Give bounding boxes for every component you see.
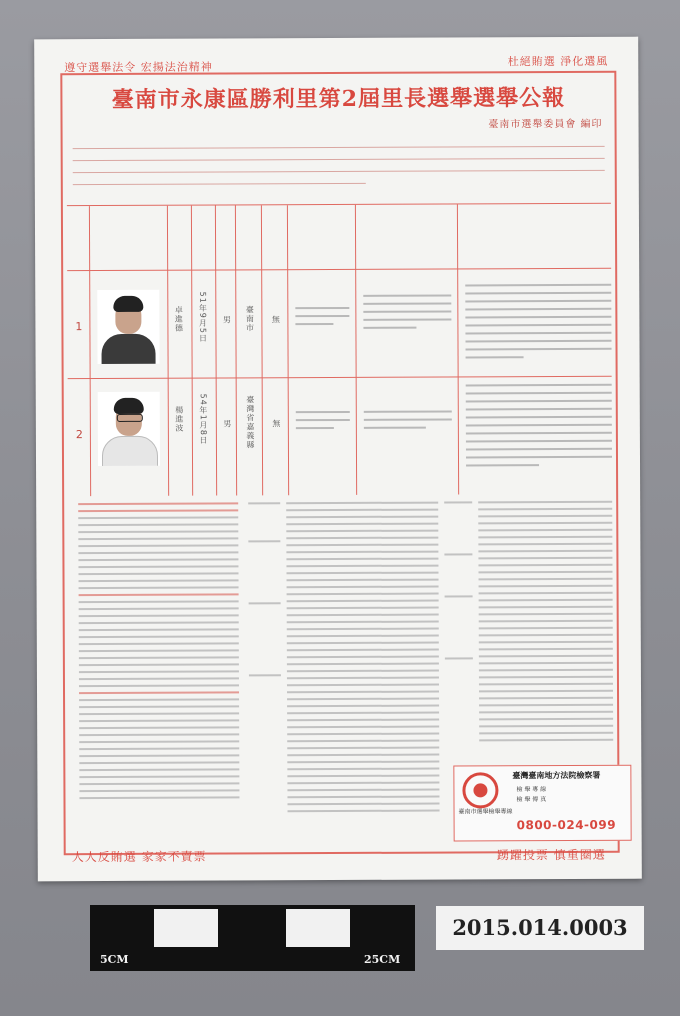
bottom-left-slogan: 人人反賄選 家家不賣票: [71, 849, 207, 865]
top-right-slogan: 杜絕賄選 淨化選風: [507, 54, 609, 69]
candidate-table: [67, 203, 612, 496]
scale-label-left: 5CM: [100, 953, 129, 966]
candidate-number: 2: [75, 428, 83, 442]
candidate-party: 無: [271, 315, 281, 325]
candidate-birthplace: 臺灣省嘉義縣: [245, 395, 255, 450]
candidate-gender: 男: [222, 419, 232, 429]
bulletin-title: 臺南市永康區勝利里第2屆里長選舉選舉公報: [111, 85, 566, 113]
hotline-phone: 0800-024-099: [516, 817, 617, 833]
candidate-gender: 男: [222, 315, 232, 325]
candidate-name: 楊進波: [174, 405, 184, 433]
top-left-slogan: 遵守選舉法令 宏揚法治精神: [64, 60, 213, 75]
intro-text: [73, 135, 605, 197]
bottom-right-slogan: 踴躍投票 慎重圈選: [496, 847, 606, 863]
candidate-party: 無: [271, 419, 281, 429]
regulations-text: [68, 493, 617, 845]
scale-bar: [90, 905, 415, 971]
candidate-birth: 51年9月5日: [198, 291, 208, 343]
election-bulletin: [34, 37, 642, 882]
candidate-birth: 54年1月8日: [198, 393, 208, 445]
hotline-agency: 臺灣臺南地方法院檢察署: [512, 770, 601, 781]
hotline-box: 臺灣臺南地方法院檢察署 檢 舉 專 線 檢 舉 傳 真 臺南市選舉檢舉專線 0800-024-099: [453, 765, 631, 842]
candidate-photo: [97, 290, 159, 364]
candidate-photo: [98, 392, 160, 466]
scale-label-right: 25CM: [364, 953, 401, 966]
candidate-name: 卓進德: [174, 305, 184, 333]
prosecutor-logo-icon: [462, 772, 498, 808]
accession-number: 2015.014.0003: [436, 906, 644, 950]
candidate-number: 1: [75, 320, 83, 334]
issuer-label: 臺南市選舉委員會 編印: [488, 118, 603, 131]
candidate-birthplace: 臺南市: [245, 305, 255, 333]
bulletin-frame: [60, 71, 619, 855]
